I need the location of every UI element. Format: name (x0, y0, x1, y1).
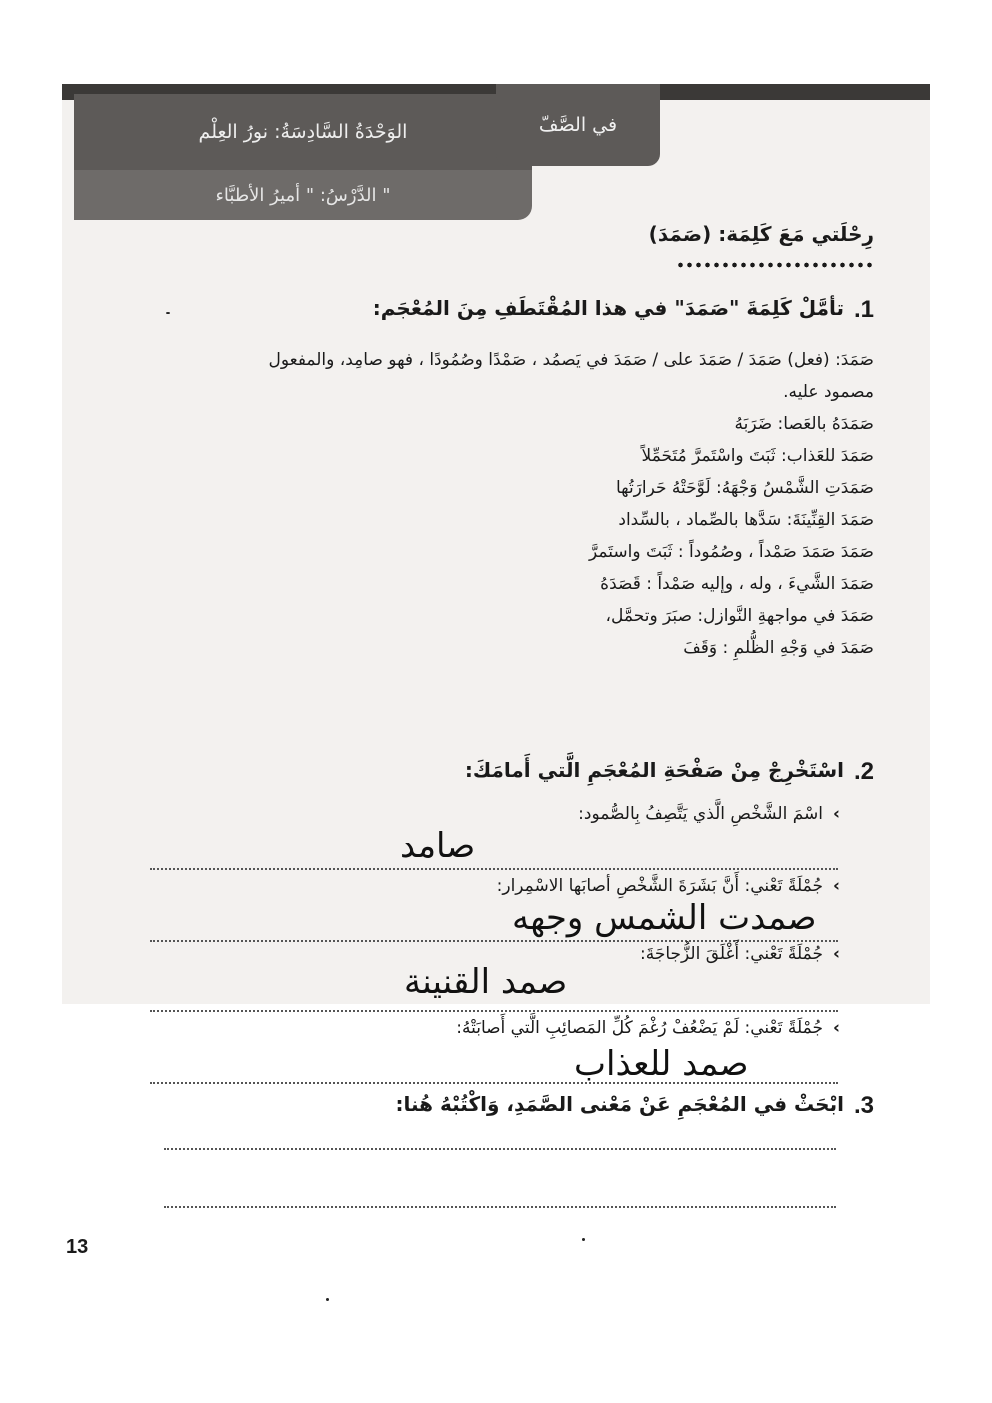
bullet-arrow-icon: › (832, 804, 840, 824)
scan-speck (326, 1298, 329, 1301)
item-prompt: اسْمَ الشَّخْصِ الَّذي يَتَّصِفُ بِالصُّمود: (578, 804, 823, 824)
answer-line[interactable] (164, 1206, 836, 1208)
answer-line[interactable] (150, 1010, 838, 1012)
dictionary-line: مصمود عليه. (783, 382, 874, 402)
answer-line[interactable] (150, 940, 838, 942)
answer-line[interactable] (150, 868, 838, 870)
scan-speck (166, 312, 170, 314)
handwritten-answer: صمد للعذاب (574, 1044, 749, 1084)
question-1-number: 1. (853, 296, 874, 323)
dictionary-line: صَمَدَ في وَجْهِ الظُّلمِ : وَقَفَ (683, 638, 874, 658)
lesson-title: الدَّرْسُ: " أميرُ الأطبَّاء " (215, 184, 391, 206)
item-prompt: جُمْلَةً تَعْني: لَمْ يَضْعُفْ رُغْمَ كُلِّ المَصائِبِ الَّتي أَصابَتْهُ: (456, 1018, 823, 1038)
item-prompt: جُمْلَةً تَعْني: أَغْلَقَ الزُّجاجَةَ: (639, 944, 823, 964)
question-2-number: 2. (853, 758, 874, 785)
item-prompt: جُمْلَةً تَعْني: أَنَّ بَشَرَةَ الشَّخْصِ أصابَها الاسْمِرار: (496, 876, 823, 896)
question-2-item (456, 1018, 840, 1038)
question-1-text: تأمَّلْ كَلِمَةَ "صَمَدَ" في هذا المُقْتَطَفِ مِنَ المُعْجَم: (372, 296, 844, 320)
bullet-arrow-icon: › (832, 944, 840, 964)
in-class-tab: في الصَّفّ (496, 84, 660, 166)
question-3-text: ابْحَثْ في المُعْجَمِ عَنْ مَعْنى الصَّمَدِ، وَاكْتُبْهُ هُنا: (395, 1092, 844, 1116)
question-2 (465, 758, 874, 786)
answer-line[interactable] (164, 1148, 836, 1150)
dictionary-line: صَمَدَ الشَّيءَ ، وله ، وإليه صَمْداً : قَصَدَهُ (600, 574, 874, 594)
dictionary-line: صَمَدَتِ الشَّمْسُ وَجْهَهُ: لَوَّحَتْهُ حَرارَتُها (615, 478, 874, 498)
dictionary-excerpt (134, 344, 874, 664)
bullet-arrow-icon: › (832, 1018, 840, 1038)
unit-header-box (74, 94, 532, 220)
answer-line[interactable] (150, 1082, 838, 1084)
unit-title: الوَحْدَةُ السَّادِسَةُ: نورُ العِلْم (74, 94, 532, 170)
handwritten-answer: صامد (400, 826, 476, 866)
page-number: 13 (66, 1236, 89, 1258)
question-2-text: اسْتَخْرِجْ مِنْ صَفْحَةِ المُعْجَمِ الَّتي أَمامَكَ: (464, 758, 844, 782)
word-journey-heading: رِحْلَتي مَعَ كَلِمَة: (صَمَدَ) (648, 222, 874, 246)
question-2-item (640, 944, 840, 964)
scan-speck (582, 1238, 585, 1241)
bullet-arrow-icon: › (832, 876, 840, 896)
question-1 (373, 296, 874, 324)
dictionary-line: صَمَدَ للعَذاب: ثَبَتَ واسْتَمرَّ مُتَحَمِّلاً (641, 446, 874, 466)
dictionary-line: صَمَدَ صَمَدَ صَمْداً ، وصُمُوداً : ثَبَتَ واستَمرَّ (589, 542, 874, 562)
handwritten-answer: صمدت الشمس وجهه (512, 898, 817, 938)
question-3 (396, 1092, 875, 1120)
question-2-item (497, 876, 840, 896)
dictionary-line: صَمَدَهُ بالعَصا: ضَرَبَهُ (734, 414, 874, 434)
question-3-number: 3. (853, 1092, 874, 1119)
dictionary-line: صَمَدَ: (فعل) صَمَدَ / صَمَدَ على / صَمَدَ في يَصمُد ، صَمْدًا وصُمُودًا ، فهو صامِد، والمفعول (268, 350, 874, 370)
handwritten-answer: صمد القنينة (404, 962, 568, 1002)
dictionary-line: صَمَدَ القِنِّينَةَ: سَدَّها بالصِّماد ، بالسِّداد (618, 510, 874, 530)
dictionary-line: صَمَدَ في مواجهةِ النَّوازل: صبَرَ وتحمَّل، (605, 606, 874, 626)
question-2-item (578, 804, 840, 824)
heading-dotted-underline (676, 262, 872, 268)
